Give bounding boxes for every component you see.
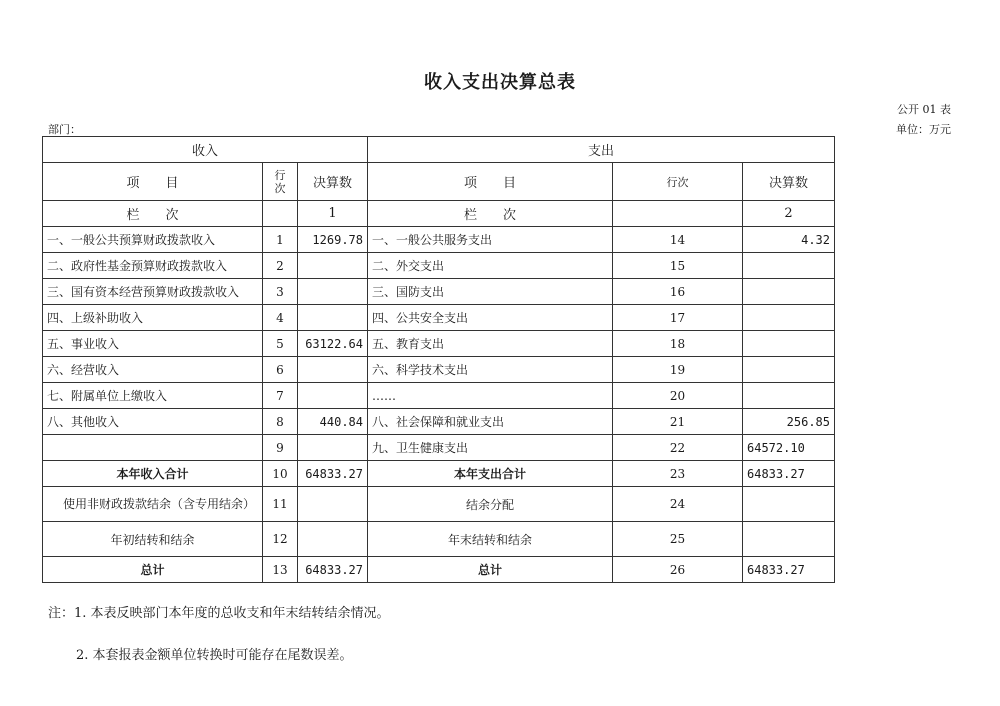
expense-line-header: 行次 xyxy=(613,163,743,201)
income-item xyxy=(43,435,263,461)
income-amount xyxy=(298,357,368,383)
expense-amount xyxy=(743,305,835,331)
income-line: 5 xyxy=(263,331,298,357)
expense-line: 18 xyxy=(613,331,743,357)
expense-amount xyxy=(743,331,835,357)
expense-column-label: 栏 次 xyxy=(368,201,613,227)
carry-over-row xyxy=(43,522,835,557)
expense-line: 17 xyxy=(613,305,743,331)
income-line: 9 xyxy=(263,435,298,461)
expense-line: 20 xyxy=(613,383,743,409)
income-line: 8 xyxy=(263,409,298,435)
income-amount xyxy=(298,487,368,522)
income-amount xyxy=(298,435,368,461)
income-section-header: 收入 xyxy=(43,137,368,163)
expense-line: 16 xyxy=(613,279,743,305)
expense-item: 二、外交支出 xyxy=(368,253,613,279)
income-column-index: 1 xyxy=(298,201,368,227)
income-amount xyxy=(298,383,368,409)
table-row xyxy=(43,383,835,409)
income-amount xyxy=(298,305,368,331)
budget-summary-table xyxy=(42,136,835,583)
income-carry-label: 年初结转和结余 xyxy=(43,522,263,557)
expense-amount-header: 决算数 xyxy=(743,163,835,201)
income-line: 10 xyxy=(263,461,298,487)
section-header-row xyxy=(43,137,835,163)
income-amount: 440.84 xyxy=(298,409,368,435)
expense-item: …… xyxy=(368,383,613,409)
income-line: 11 xyxy=(263,487,298,522)
year-total-row xyxy=(43,461,835,487)
table-row xyxy=(43,227,835,253)
expense-item: 三、国防支出 xyxy=(368,279,613,305)
income-line: 1 xyxy=(263,227,298,253)
income-amount: 1269.78 xyxy=(298,227,368,253)
department-label: 部门： xyxy=(48,123,81,136)
expense-section-header: 支出 xyxy=(368,137,835,163)
income-amount: 63122.64 xyxy=(298,331,368,357)
expense-line: 24 xyxy=(613,487,743,522)
income-line-index xyxy=(263,201,298,227)
expense-amount: 64572.10 xyxy=(743,435,835,461)
income-grand-total-amount: 64833.27 xyxy=(298,557,368,583)
income-item: 七、附属单位上缴收入 xyxy=(43,383,263,409)
income-amount xyxy=(298,279,368,305)
income-balance-use-label: 使用非财政拨款结余（含专用结余） xyxy=(43,487,263,522)
expense-grand-total-label: 总计 xyxy=(368,557,613,583)
income-item: 三、国有资本经营预算财政拨款收入 xyxy=(43,279,263,305)
income-column-label: 栏 次 xyxy=(43,201,263,227)
expense-item: 一、一般公共服务支出 xyxy=(368,227,613,253)
income-line: 3 xyxy=(263,279,298,305)
expense-item: 六、科学技术支出 xyxy=(368,357,613,383)
expense-amount xyxy=(743,253,835,279)
expense-line: 15 xyxy=(613,253,743,279)
expense-carry-label: 年末结转和结余 xyxy=(368,522,613,557)
form-number: 公开 01 表 xyxy=(897,103,951,116)
income-item: 二、政府性基金预算财政拨款收入 xyxy=(43,253,263,279)
expense-year-total-label: 本年支出合计 xyxy=(368,461,613,487)
income-line-header: 行 次 xyxy=(263,163,298,201)
income-year-total-amount: 64833.27 xyxy=(298,461,368,487)
expense-amount xyxy=(743,279,835,305)
expense-item-header: 项 目 xyxy=(368,163,613,201)
income-item: 五、事业收入 xyxy=(43,331,263,357)
expense-amount xyxy=(743,522,835,557)
expense-line: 19 xyxy=(613,357,743,383)
expense-amount xyxy=(743,487,835,522)
expense-amount: 4.32 xyxy=(743,227,835,253)
expense-line: 21 xyxy=(613,409,743,435)
income-item: 四、上级补助收入 xyxy=(43,305,263,331)
expense-line: 14 xyxy=(613,227,743,253)
income-item-header: 项 目 xyxy=(43,163,263,201)
income-item: 八、其他收入 xyxy=(43,409,263,435)
income-grand-total-label: 总计 xyxy=(43,557,263,583)
page-title: 收入支出决算总表 xyxy=(424,72,576,93)
expense-balance-distribution-label: 结余分配 xyxy=(368,487,613,522)
income-item: 六、经营收入 xyxy=(43,357,263,383)
column-index-row xyxy=(43,201,835,227)
expense-amount: 256.85 xyxy=(743,409,835,435)
expense-item: 九、卫生健康支出 xyxy=(368,435,613,461)
column-header-row xyxy=(43,163,835,201)
table-row xyxy=(43,305,835,331)
balance-use-row xyxy=(43,487,835,522)
income-line: 7 xyxy=(263,383,298,409)
expense-year-total-amount: 64833.27 xyxy=(743,461,835,487)
income-year-total-label: 本年收入合计 xyxy=(43,461,263,487)
income-item: 一、一般公共预算财政拨款收入 xyxy=(43,227,263,253)
expense-line: 25 xyxy=(613,522,743,557)
income-line: 13 xyxy=(263,557,298,583)
income-line: 6 xyxy=(263,357,298,383)
income-amount xyxy=(298,253,368,279)
note-line-1: 注：1. 本表反映部门本年度的总收支和年末结转结余情况。 xyxy=(48,606,390,621)
expense-grand-total-amount: 64833.27 xyxy=(743,557,835,583)
unit-label: 单位：万元 xyxy=(896,123,951,136)
expense-line: 22 xyxy=(613,435,743,461)
table-row xyxy=(43,331,835,357)
income-line: 4 xyxy=(263,305,298,331)
expense-item: 四、公共安全支出 xyxy=(368,305,613,331)
expense-line: 23 xyxy=(613,461,743,487)
table-row xyxy=(43,357,835,383)
income-line: 2 xyxy=(263,253,298,279)
expense-amount xyxy=(743,357,835,383)
expense-line-index xyxy=(613,201,743,227)
expense-item: 五、教育支出 xyxy=(368,331,613,357)
table-row xyxy=(43,409,835,435)
table-row xyxy=(43,435,835,461)
table-row xyxy=(43,253,835,279)
income-amount-header: 决算数 xyxy=(298,163,368,201)
expense-line: 26 xyxy=(613,557,743,583)
note-line-2: 2. 本套报表金额单位转换时可能存在尾数误差。 xyxy=(76,648,353,663)
table-row xyxy=(43,279,835,305)
income-amount xyxy=(298,522,368,557)
income-line: 12 xyxy=(263,522,298,557)
expense-column-index: 2 xyxy=(743,201,835,227)
expense-item: 八、社会保障和就业支出 xyxy=(368,409,613,435)
grand-total-row xyxy=(43,557,835,583)
expense-amount xyxy=(743,383,835,409)
